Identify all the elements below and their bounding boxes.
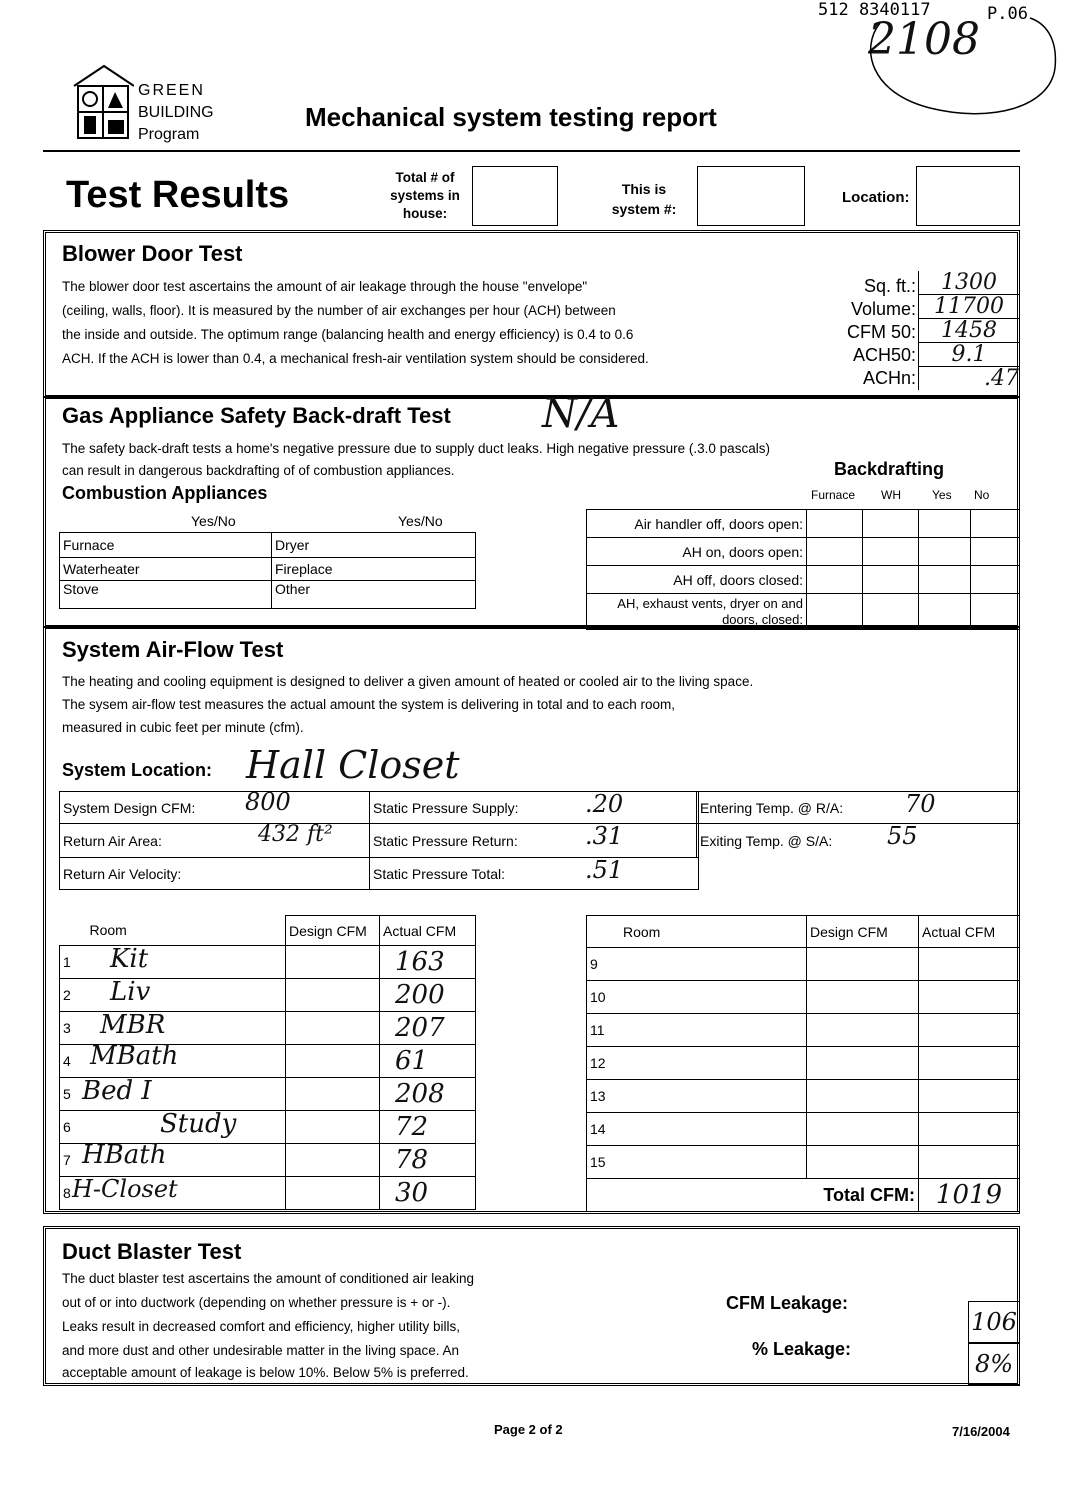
sp-supply-label: Static Pressure Supply: <box>373 799 519 816</box>
table-row: 4 MBath 61 <box>60 1045 476 1078</box>
cond-ah-off-open: Air handler off, doors open: <box>587 510 807 538</box>
system-location-value[interactable]: Hall Closet <box>246 743 460 787</box>
appliance-stove: Stove <box>60 581 272 609</box>
col-furnace: Furnace <box>811 488 856 502</box>
logo-text-program: Program <box>138 126 200 143</box>
table-row: 6 Study 72 <box>60 1111 476 1144</box>
airflow-text-3: measured in cubic feet per minute (cfm). <box>62 720 304 735</box>
pct-leakage-value[interactable]: 8% <box>968 1343 1020 1385</box>
blower-door-text-4: ACH. If the ACH is lower than 0.4, a mechanical fresh-air ventilation system should be considered. <box>62 351 649 366</box>
duct-text-5: acceptable amount of leakage is below 10%. Below 5% is preferred. <box>62 1365 469 1380</box>
fax-page: P.06 <box>987 4 1028 24</box>
duct-text-2: out of or into ductwork (depending on whether pressure is + or -). <box>62 1295 451 1310</box>
table-row: 7 HBath 78 <box>60 1144 476 1177</box>
col-no: No <box>974 488 990 502</box>
sp-return-label: Static Pressure Return: <box>373 832 518 849</box>
temps-table <box>696 791 1020 858</box>
sp-total-value[interactable]: .51 <box>585 856 624 884</box>
design-cfm-value[interactable]: 800 <box>245 788 291 816</box>
page-number: Page 2 of 2 <box>494 1422 563 1437</box>
col-wh: WH <box>881 488 901 502</box>
test-results-title: Test Results <box>66 174 290 216</box>
rooms-table-left <box>59 915 476 1210</box>
return-velocity-label: Return Air Velocity: <box>60 858 370 890</box>
sp-total-label: Static Pressure Total: <box>373 865 506 882</box>
table-row: 15 <box>587 1146 1020 1179</box>
exiting-temp-value[interactable]: 55 <box>887 822 918 850</box>
table-row: 8 H-Closet 30 <box>60 1177 476 1210</box>
this-system-label: This is system #: <box>611 181 677 217</box>
room-name[interactable]: H-Closet <box>72 1175 178 1203</box>
table-row: 3 MBR 207 <box>60 1012 476 1045</box>
table-row: 10 <box>587 981 1020 1014</box>
room-name[interactable]: HBath <box>82 1140 167 1170</box>
airflow-section <box>43 626 1020 1214</box>
cfm50-value[interactable]: 1458 <box>919 319 1019 343</box>
ach50-value[interactable]: 9.1 <box>919 343 1019 367</box>
cond-ah-off-closed: AH off, doors closed: <box>587 566 807 594</box>
cfm50-label: CFM 50: <box>846 322 916 342</box>
sqft-value[interactable]: 1300 <box>919 271 1019 295</box>
duct-text-3: Leaks result in decreased comfort and efficiency, higher utility bills, <box>62 1319 460 1334</box>
gas-text-1: The safety back-draft tests a home's negative pressure due to supply duct leaks. High negative pressure (.3.0 pascals) <box>62 441 770 456</box>
actual-cfm-header: Actual CFM <box>380 916 476 946</box>
logo-text-green: GREEN <box>138 82 205 99</box>
blower-door-text-2: (ceiling, walls, floor). It is measured by the number of air exchanges per hour (ACH) between <box>62 303 616 318</box>
room-header: Room <box>60 916 286 946</box>
system-location-label: System Location: <box>62 760 213 780</box>
gas-appliance-section <box>43 391 1020 628</box>
achn-label: ACHn: <box>862 368 916 388</box>
room-name[interactable]: MBR <box>100 1010 166 1040</box>
gas-text-2: can result in dangerous backdrafting of of combustion appliances. <box>62 463 455 478</box>
sp-return-value[interactable]: .31 <box>585 822 624 850</box>
appliance-table <box>59 532 476 609</box>
airflow-title: System Air-Flow Test <box>62 637 284 662</box>
table-row: 11 <box>587 1014 1020 1047</box>
ach50-label: ACH50: <box>852 345 916 365</box>
fax-number: 512 8340117 <box>818 0 931 20</box>
col-yes: Yes <box>932 488 952 502</box>
return-area-value[interactable]: 432 ft² <box>258 822 333 847</box>
gas-title: Gas Appliance Safety Back-draft Test <box>62 403 451 428</box>
appliance-furnace: Furnace <box>60 533 272 558</box>
design-cfm-label: System Design CFM: <box>63 799 196 816</box>
duct-title: Duct Blaster Test <box>62 1239 242 1264</box>
room-name[interactable]: Bed I <box>82 1076 152 1106</box>
handwritten-id: 2108 <box>868 14 980 65</box>
report-title: Mechanical system testing report <box>305 102 717 132</box>
appliance-waterheater: Waterheater <box>60 558 272 581</box>
logo-text-building: BUILDING <box>138 104 214 121</box>
backdrafting-title: Backdrafting <box>834 459 945 479</box>
cond-exhaust: AH, exhaust vents, dryer on and doors, closed: <box>587 594 807 630</box>
system-params-table <box>59 788 699 890</box>
sp-supply-value[interactable]: .20 <box>585 790 624 818</box>
room-header-right: Room <box>587 916 807 948</box>
table-row: 9 <box>587 948 1020 981</box>
room-name[interactable]: Liv <box>110 977 151 1007</box>
room-name[interactable]: Kit <box>110 944 149 974</box>
backdraft-table <box>586 509 1020 630</box>
entering-temp-label: Entering Temp. @ R/A: <box>700 799 844 816</box>
blower-door-text-1: The blower door test ascertains the amount of air leakage through the house "envelope" <box>62 279 588 294</box>
blower-door-text-3: the inside and outside. The optimum range (balancing health and energy efficiency) is 0.4 to 0.6 <box>62 327 634 342</box>
appliance-dryer: Dryer <box>272 533 476 558</box>
total-systems-label: Total # of systems in house: <box>390 170 460 221</box>
cfm-leakage-value[interactable]: 106 <box>968 1301 1020 1343</box>
achn-value[interactable]: .47 <box>984 366 1019 391</box>
total-cfm-value[interactable]: 1019 <box>919 1179 1020 1212</box>
duct-text-4: and more dust and other undesirable matter in the living space. An <box>62 1343 459 1358</box>
airflow-text-1: The heating and cooling equipment is designed to deliver a given amount of heated or cooled air to the living space. <box>62 674 754 689</box>
design-cfm-header-right: Design CFM <box>807 916 919 948</box>
yesno-left: Yes/No <box>191 513 236 529</box>
green-building-logo <box>72 62 132 142</box>
duct-text-1: The duct blaster test ascertains the amount of conditioned air leaking <box>62 1271 474 1286</box>
volume-label: Volume: <box>850 299 916 319</box>
yesno-right: Yes/No <box>398 513 443 529</box>
blower-door-title: Blower Door Test <box>62 241 243 266</box>
airflow-text-2: The sysem air-flow test measures the actual amount the system is delivering in total and to each room, <box>62 697 676 712</box>
room-name[interactable]: MBath <box>90 1041 179 1071</box>
pct-leakage-label: % Leakage: <box>752 1339 852 1359</box>
table-row: 5 Bed I 208 <box>60 1078 476 1111</box>
exiting-temp-label: Exiting Temp. @ S/A: <box>700 832 833 849</box>
appliance-other: Other <box>272 581 476 609</box>
this-system-field[interactable] <box>697 166 805 226</box>
location-field[interactable] <box>916 166 1020 226</box>
duct-blaster-section <box>43 1226 1020 1386</box>
total-systems-field[interactable] <box>472 166 558 226</box>
location-label: Location: <box>842 189 910 206</box>
gas-handwritten-na: N/A <box>542 391 620 437</box>
room-name[interactable]: Study <box>160 1109 237 1139</box>
actual-cfm-header-right: Actual CFM <box>919 916 1020 948</box>
appliance-fireplace: Fireplace <box>272 558 476 581</box>
volume-value[interactable]: 11700 <box>919 295 1019 319</box>
handwritten-circle <box>860 8 1060 128</box>
combustion-title: Combustion Appliances <box>62 483 268 503</box>
table-row: 2 Liv 200 <box>60 979 476 1012</box>
rooms-table-right <box>586 915 1020 1212</box>
report-date: 7/16/2004 <box>952 1424 1010 1439</box>
title-rule <box>43 150 1020 152</box>
table-row: 1 Kit 163 <box>60 946 476 979</box>
cfm-leakage-label: CFM Leakage: <box>726 1293 849 1313</box>
return-area-label: Return Air Area: <box>63 832 162 849</box>
cond-ah-on-open: AH on, doors open: <box>587 538 807 566</box>
table-row: 12 <box>587 1047 1020 1080</box>
total-cfm-label: Total CFM: <box>587 1179 919 1212</box>
table-row: 14 <box>587 1113 1020 1146</box>
sqft-label: Sq. ft.: <box>863 276 916 296</box>
entering-temp-value[interactable]: 70 <box>905 790 936 818</box>
table-row: 13 <box>587 1080 1020 1113</box>
design-cfm-header: Design CFM <box>286 916 380 946</box>
blower-door-section <box>43 230 1020 398</box>
